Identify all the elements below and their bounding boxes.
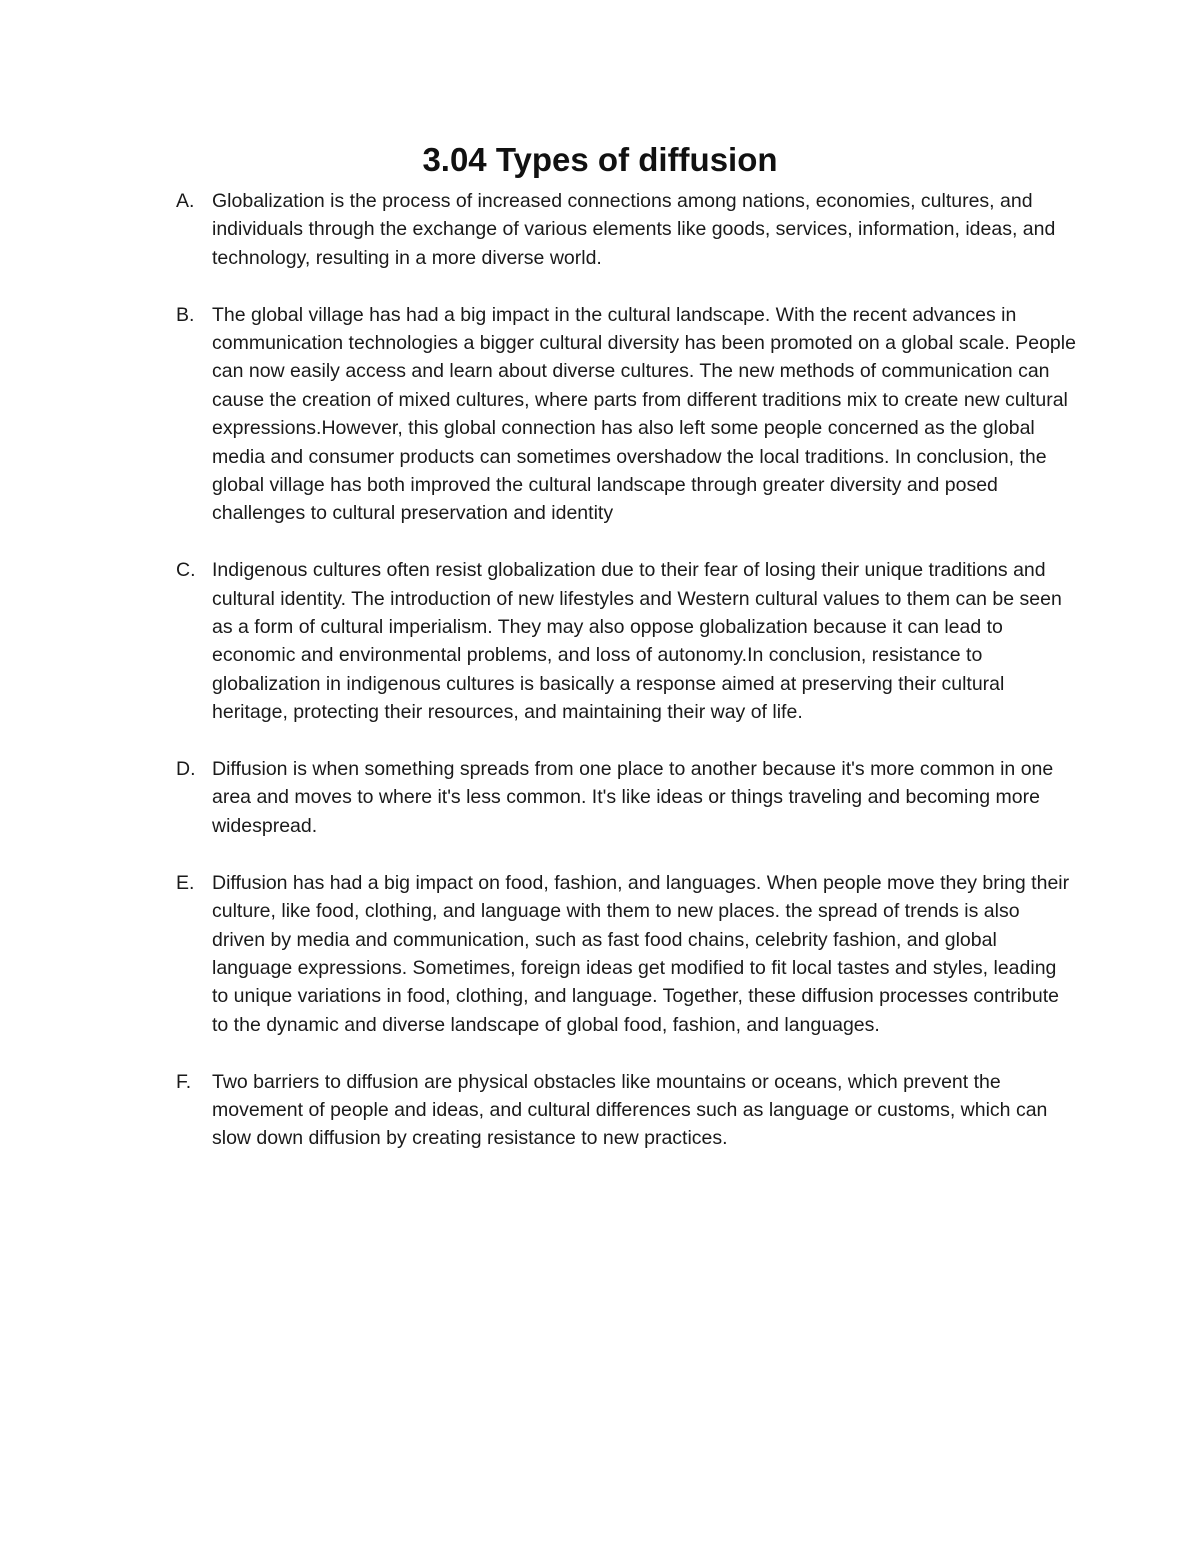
- page-title: 3.04 Types of diffusion: [422, 141, 778, 178]
- list-item-text: Diffusion has had a big impact on food, fashion, and languages. When people move they bring their culture, like food, clothing, and language with them to new places. the spread of trends is also driven by media and communication, such as fast food chains, celebrity fashion, and global language expressions. Sometimes, foreign ideas get modified to fit local tastes and styles, leading to unique variations in food, clothing, and language. Together, these diffusion processes contribute to the dynamic and diverse landscape of global food, fashion, and languages.: [212, 871, 1070, 1036]
- list-item-c: [176, 556, 1076, 726]
- list-item-letter: D.: [176, 758, 196, 781]
- list-item-letter: C.: [176, 559, 196, 582]
- list-item-f: [176, 1068, 1076, 1153]
- list-item-text: Two barriers to diffusion are physical obstacles like mountains or oceans, which prevent the movement of people and ideas, and cultural differences such as language or customs, which can slow down diffusion by creating resistance to new practices.: [212, 1070, 1048, 1150]
- list-item-e: [176, 869, 1076, 1039]
- list-item-text: The global village has had a big impact in the cultural landscape. With the recent advances in communication technologies a bigger cultural diversity has been promoted on a global scale. People can now easily access and learn about diverse cultures. The new methods of communication can cause the creation of mixed cultures, where parts from different traditions mix to create new cultural expressions.However, this global connection has also left some people concerned as the global media and consumer products can sometimes overshadow the local traditions. In conclusion, the global village has both improved the cultural landscape through greater diversity and posed challenges to cultural preservation and identity: [212, 303, 1076, 525]
- list-item-a: [176, 187, 1076, 272]
- list-item-letter: B.: [176, 303, 195, 326]
- answer-list: [176, 187, 1076, 1181]
- list-item-text: Globalization is the process of increased connections among nations, economies, cultures, and individuals through the exchange of various elements like goods, services, information, ideas, and technology, resulting in a more diverse world.: [212, 190, 1056, 269]
- list-item-b: [176, 301, 1076, 528]
- list-item-letter: E.: [176, 871, 195, 894]
- list-item-text: Diffusion is when something spreads from one place to another because it's more common in one area and moves to where it's less common. It's like ideas or things traveling and becoming more widespread.: [212, 758, 1054, 837]
- list-item-d: [176, 755, 1076, 840]
- list-item-letter: F.: [176, 1070, 192, 1093]
- list-item-text: Indigenous cultures often resist globalization due to their fear of losing their unique traditions and cultural identity. The introduction of new lifestyles and Western cultural values to them can be seen as a form of cultural imperialism. They may also oppose globalization because it can lead to economic and environmental problems, and loss of autonomy.In conclusion, resistance to globalization in indigenous cultures is basically a response aimed at preserving their cultural heritage, protecting their resources, and maintaining their way of life.: [212, 559, 1062, 724]
- list-item-letter: A.: [176, 190, 195, 212]
